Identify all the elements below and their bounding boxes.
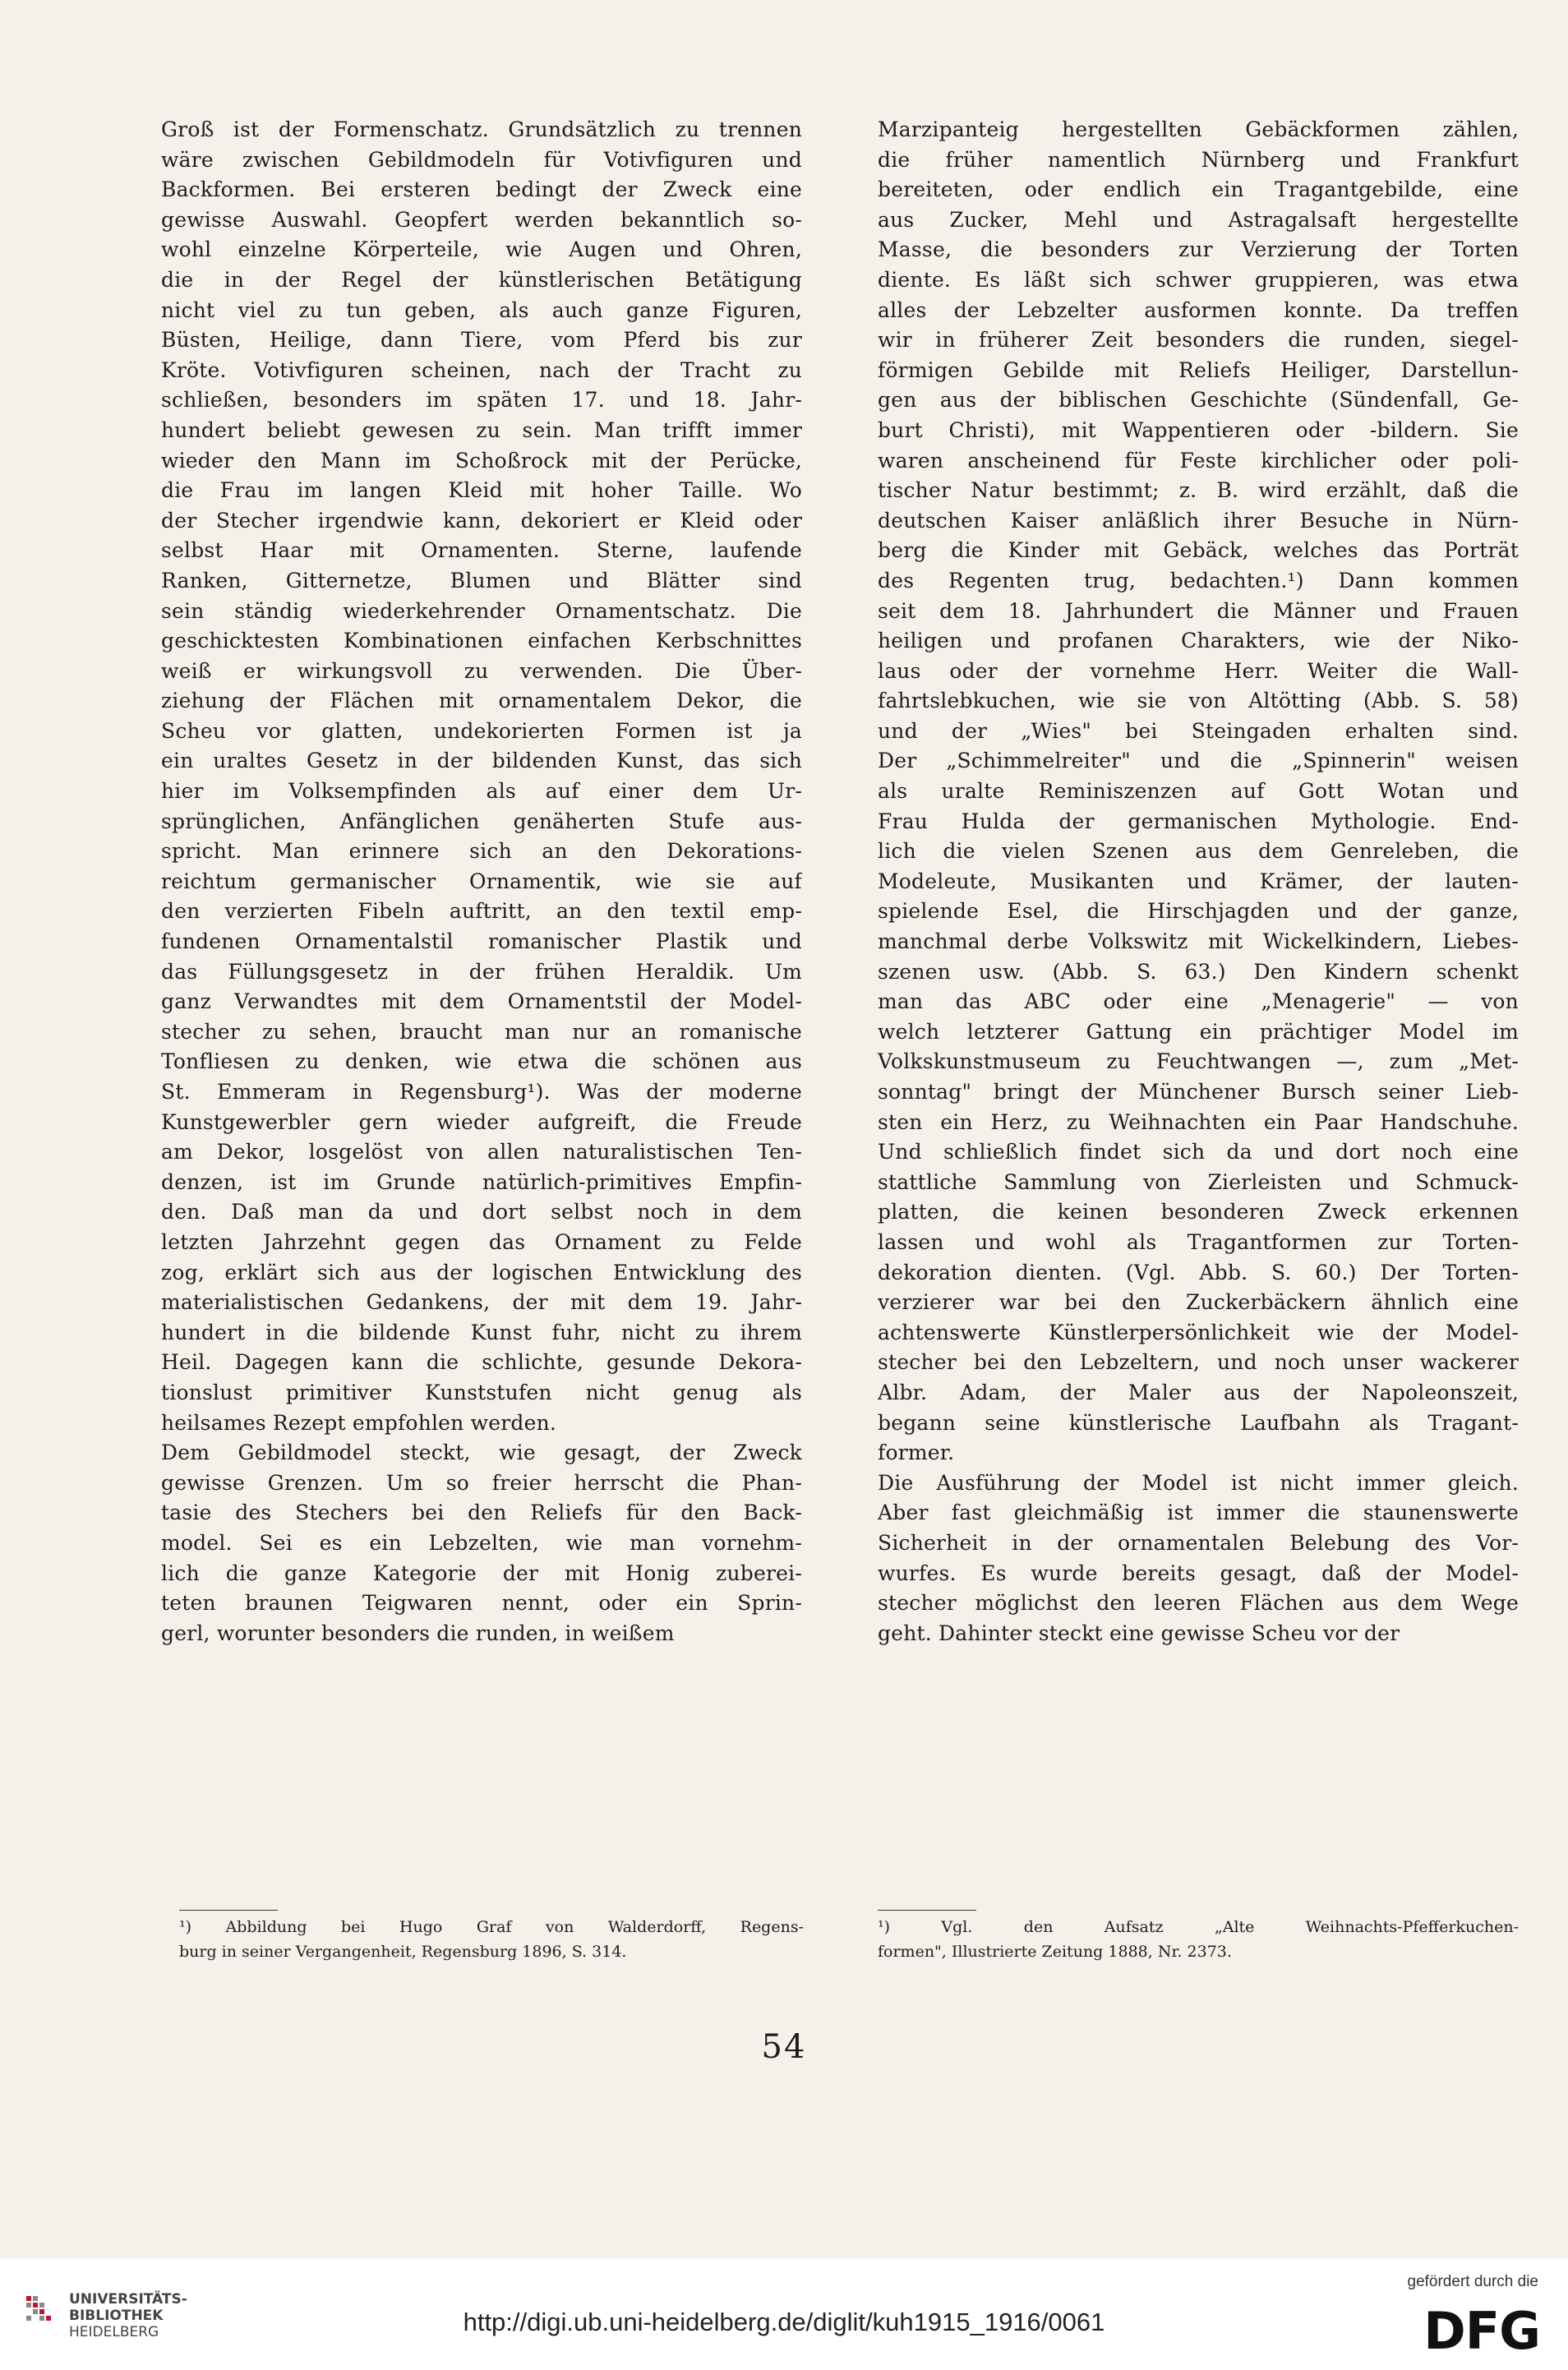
text-line: gerl, worunter besonders die runden, in weißem: [161, 1621, 675, 1645]
text-line: Dem Gebildmodel steckt, wie gesagt, der Zweck: [161, 1441, 802, 1465]
text-line: den verzierten Fibeln auftritt, an den textil emp-: [161, 899, 802, 924]
text-line: wurfes. Es wurde bereits gesagt, daß der Model-: [878, 1561, 1519, 1585]
text-line: Scheu vor glatten, undekorierten Formen ist ja: [161, 718, 802, 743]
funded-by-label: gefördert durch die: [1407, 2273, 1538, 2290]
permalink-url[interactable]: http://digi.ub.uni-heidelberg.de/diglit/kuh1915_1916/0061: [463, 2308, 1105, 2336]
text-line: sonntag" bringt der Münchener Bursch seiner Lieb-: [878, 1080, 1519, 1104]
text-line: tionslust primitiver Kunststufen nicht genug als: [161, 1380, 802, 1404]
text-line: verzierer war bei den Zuckerbäckern ähnlich eine: [878, 1290, 1519, 1315]
text-line: denzen, ist im Grunde natürlich-primitives Empfin-: [161, 1169, 802, 1194]
text-line: achtenswerte Künstlerpersönlichkeit wie der Model-: [878, 1320, 1519, 1344]
text-line: hundert in die bildende Kunst fuhr, nicht zu ihrem: [161, 1320, 802, 1344]
right-column: [878, 115, 1519, 1648]
footnote-left: [179, 1915, 804, 1964]
text-line: die Frau im langen Kleid mit hoher Taille. Wo: [161, 478, 802, 503]
text-line: begann seine künstlerische Laufbahn als Tragant-: [878, 1410, 1519, 1435]
text-line: Kröte. Votivfiguren scheinen, nach der Tracht zu: [161, 357, 802, 382]
text-line: das Füllungsgesetz in der frühen Heraldik. Um: [161, 959, 802, 984]
text-line: selbst Haar mit Ornamenten. Sterne, laufende: [161, 538, 802, 563]
text-line: heiligen und profanen Charakters, wie der Niko-: [878, 629, 1519, 653]
text-line: Frau Hulda der germanischen Mythologie. End-: [878, 809, 1519, 833]
text-line: zog, erklärt sich aus der logischen Entwicklung des: [161, 1260, 802, 1284]
text-line: spricht. Man erinnere sich an den Dekorations-: [161, 839, 802, 864]
text-line: Tonfliesen zu denken, wie etwa die schönen aus: [161, 1049, 802, 1074]
text-line: deutschen Kaiser anläßlich ihrer Besuche in Nürn-: [878, 508, 1519, 533]
text-line: man das ABC oder eine „Menagerie" — von: [878, 989, 1519, 1014]
text-line: Modeleute, Musikanten und Krämer, der lauten-: [878, 869, 1519, 893]
text-line: stecher zu sehen, braucht man nur an romanische: [161, 1019, 802, 1044]
text-line: des Regenten trug, bedachten.¹) Dann kommen: [878, 568, 1519, 592]
text-line: Masse, die besonders zur Verzierung der Torten: [878, 237, 1519, 262]
left-column: [161, 115, 802, 1648]
text-line: den. Daß man da und dort selbst noch in dem: [161, 1200, 802, 1224]
text-line: weiß er wirkungsvoll zu verwenden. Die Über-: [161, 658, 802, 683]
text-line: der Stecher irgendwie kann, dekoriert er Kleid oder: [161, 508, 802, 533]
text-line: St. Emmeram in Regensburg¹). Was der moderne: [161, 1080, 802, 1104]
text-line: wäre zwischen Gebildmodeln für Votivfiguren und: [161, 147, 802, 172]
text-line: stattliche Sammlung von Zierleisten und Schmuck-: [878, 1169, 1519, 1194]
text-line: alles der Lebzelter ausformen konnte. Da treffen: [878, 297, 1519, 322]
text-line: Backformen. Bei ersteren bedingt der Zweck eine: [161, 178, 802, 202]
text-line: manchmal derbe Volkswitz mit Wickelkindern, Liebes-: [878, 929, 1519, 954]
text-line: lassen und wohl als Tragantformen zur Torten-: [878, 1229, 1519, 1254]
text-line: heilsames Rezept empfohlen werden.: [161, 1410, 557, 1435]
footnote-line: burg in seiner Vergangenheit, Regensburg 1896, S. 314.: [179, 1943, 627, 1961]
text-line: wieder den Mann im Schoßrock mit der Perücke,: [161, 448, 802, 473]
text-line: hundert beliebt gewesen zu sein. Man trifft immer: [161, 417, 802, 442]
page-number: 54: [761, 2028, 807, 2066]
text-line: gewisse Auswahl. Geopfert werden bekanntlich so-: [161, 207, 802, 232]
text-line: Volkskunstmuseum zu Feuchtwangen —, zum „Met-: [878, 1049, 1519, 1074]
text-line: hier im Volksempfinden als auf einer dem Ur-: [161, 779, 802, 804]
text-line: Ranken, Gitternetze, Blumen und Blätter sind: [161, 568, 802, 592]
text-line: ziehung der Flächen mit ornamentalem Dekor, die: [161, 689, 802, 713]
text-line: als uralte Reminiszenzen auf Gott Wotan und: [878, 779, 1519, 804]
text-line: stecher möglichst den leeren Flächen aus dem Wege: [878, 1591, 1519, 1616]
text-line: ein uraltes Gesetz in der bildenden Kunst, das sich: [161, 749, 802, 773]
text-line: Marzipanteig hergestellten Gebäckformen zählen,: [878, 118, 1519, 141]
text-line: welch letzterer Gattung ein prächtiger Model im: [878, 1019, 1519, 1044]
text-line: stecher bei den Lebzeltern, und noch unser wackerer: [878, 1350, 1519, 1375]
text-line: gen aus der biblischen Geschichte (Sündenfall, Ge-: [878, 388, 1519, 413]
footnote-rule-left: [179, 1910, 278, 1911]
text-line: burt Christi), mit Wappentieren oder -bildern. Sie: [878, 417, 1519, 442]
text-line: Büsten, Heilige, dann Tiere, vom Pferd bis zur: [161, 328, 802, 353]
library-name: UNIVERSITÄTS- BIBLIOTHEK HEIDELBERG: [69, 2291, 187, 2340]
text-line: und der „Wies" bei Steingaden erhalten sind.: [878, 718, 1519, 743]
footnote-line: formen", Illustrierte Zeitung 1888, Nr. 2373.: [878, 1943, 1232, 1961]
text-line: fahrtslebkuchen, wie sie von Altötting (Abb. S. 58): [878, 689, 1519, 713]
dfg-logo: DFG: [1423, 2301, 1540, 2361]
text-line: sein ständig wiederkehrender Ornamentschatz. Die: [161, 598, 802, 623]
text-line: die früher namentlich Nürnberg und Frankfurt: [878, 147, 1519, 172]
text-line: Der „Schimmelreiter" und die „Spinnerin" weisen: [878, 749, 1519, 773]
text-line: teten braunen Teigwaren nennt, oder ein Sprin-: [161, 1591, 802, 1616]
text-line: Albr. Adam, der Maler aus der Napoleonszeit,: [878, 1380, 1519, 1404]
text-line: Aber fast gleichmäßig ist immer die staunenswerte: [878, 1501, 1519, 1525]
text-line: wir in früherer Zeit besonders die runden, siegel-: [878, 328, 1519, 353]
text-line: tasie des Stechers bei den Reliefs für den Back-: [161, 1501, 802, 1525]
text-line: am Dekor, losgelöst von allen naturalistischen Ten-: [161, 1140, 802, 1164]
text-line: Und schließlich findet sich da und dort noch eine: [878, 1140, 1519, 1164]
text-line: Kunstgewerbler gern wieder aufgreift, die Freude: [161, 1109, 802, 1134]
text-line: geht. Dahinter steckt eine gewisse Scheu vor der: [878, 1621, 1400, 1645]
text-line: diente. Es läßt sich schwer gruppieren, was etwa: [878, 267, 1519, 292]
text-line: waren anscheinend für Feste kirchlicher oder poli-: [878, 448, 1519, 473]
text-line: model. Sei es ein Lebzelten, wie man vornehm-: [161, 1530, 802, 1555]
footnote-rule-right: [878, 1910, 976, 1911]
text-line: platten, die keinen besonderen Zweck erkennen: [878, 1200, 1519, 1224]
text-line: die in der Regel der künstlerischen Betätigung: [161, 267, 802, 292]
text-line: Sicherheit in der ornamentalen Belebung des Vor-: [878, 1530, 1519, 1555]
text-line: szenen usw. (Abb. S. 63.) Den Kindern schenkt: [878, 959, 1519, 984]
text-line: bereiteten, oder endlich ein Tragantgebilde, eine: [878, 178, 1519, 202]
text-line: Heil. Dagegen kann die schlichte, gesunde Dekora-: [161, 1350, 802, 1375]
footnote-line: ¹) Abbildung bei Hugo Graf von Walderdorff, Regens-: [179, 1918, 804, 1936]
text-line: geschicktesten Kombinationen einfachen Kerbschnittes: [161, 629, 802, 653]
text-line: nicht viel zu tun geben, als auch ganze Figuren,: [161, 297, 802, 322]
text-line: former.: [878, 1441, 955, 1465]
text-line: berg die Kinder mit Gebäck, welches das Porträt: [878, 538, 1519, 563]
text-line: sprünglichen, Anfänglichen genäherten Stufe aus-: [161, 809, 802, 833]
text-line: wohl einzelne Körperteile, wie Augen und Ohren,: [161, 237, 802, 262]
digitization-footer: [0, 2258, 1568, 2370]
text-line: lich die ganze Kategorie der mit Honig zuberei-: [161, 1561, 802, 1585]
footnote-line: ¹) Vgl. den Aufsatz „Alte Weihnachts-Pfefferkuchen-: [878, 1918, 1519, 1936]
text-line: materialistischen Gedankens, der mit dem 19. Jahr-: [161, 1290, 802, 1315]
text-line: tischer Natur bestimmt; z. B. wird erzählt, daß die: [878, 478, 1519, 503]
text-line: fundenen Ornamentalstil romanischer Plastik und: [161, 929, 802, 954]
text-line: schließen, besonders im späten 17. und 18. Jahr-: [161, 388, 802, 413]
text-line: aus Zucker, Mehl und Astragalsaft hergestellte: [878, 207, 1519, 232]
text-line: gewisse Grenzen. Um so freier herrscht die Phan-: [161, 1470, 802, 1495]
footnote-right: [878, 1915, 1519, 1964]
text-line: dekoration dienten. (Vgl. Abb. S. 60.) Der Torten-: [878, 1260, 1519, 1284]
text-line: ganz Verwandtes mit dem Ornamentstil der Model-: [161, 989, 802, 1014]
text-line: lich die vielen Szenen aus dem Genreleben, die: [878, 839, 1519, 864]
text-line: reichtum germanischer Ornamentik, wie sie auf: [161, 869, 802, 893]
text-line: laus oder der vornehme Herr. Weiter die Wall-: [878, 658, 1519, 683]
text-line: förmigen Gebilde mit Reliefs Heiliger, Darstellun-: [878, 357, 1519, 382]
text-line: Die Ausführung der Model ist nicht immer gleich.: [878, 1470, 1519, 1495]
text-line: sten ein Herz, zu Weihnachten ein Paar Handschuhe.: [878, 1109, 1519, 1134]
text-line: spielende Esel, die Hirschjagden und der ganze,: [878, 899, 1519, 924]
text-line: Groß ist der Formenschatz. Grundsätzlich zu trennen: [161, 118, 802, 141]
text-line: letzten Jahrzehnt gegen das Ornament zu Felde: [161, 1229, 802, 1254]
text-line: seit dem 18. Jahrhundert die Männer und Frauen: [878, 598, 1519, 623]
